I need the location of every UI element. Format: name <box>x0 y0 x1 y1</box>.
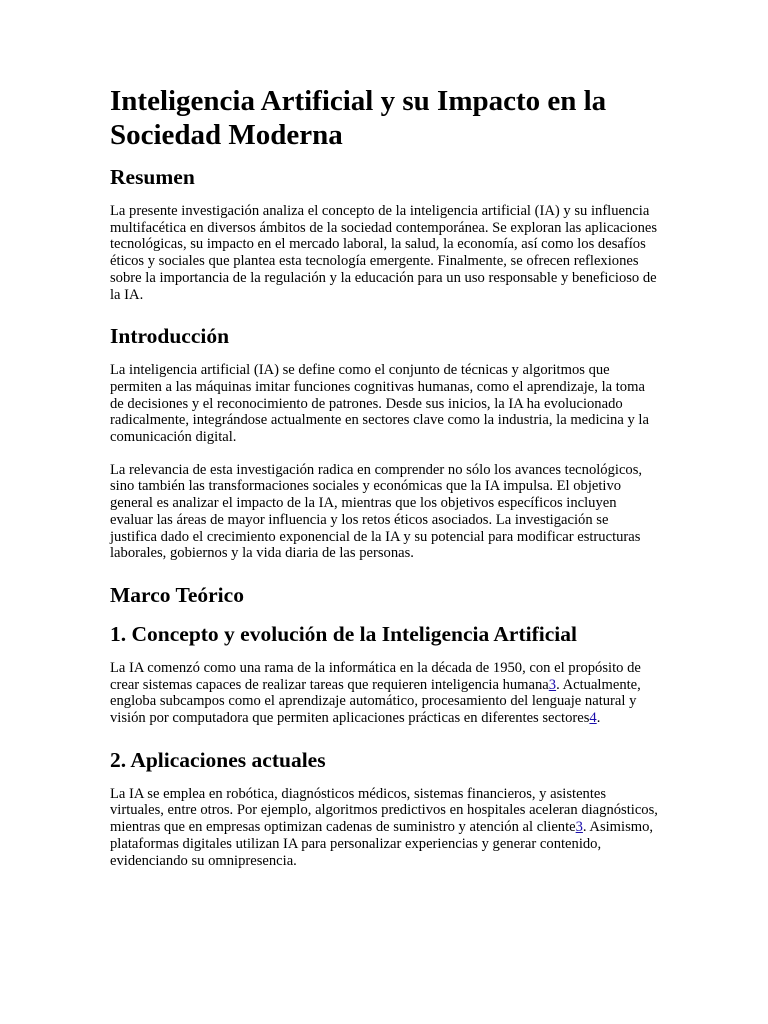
seccion-2-paragraph <box>110 786 658 870</box>
resumen-paragraph: La presente investigación analiza el concepto de la inteligencia artificial (IA) y su influencia multifacética en diversos ámbitos de la sociedad contemporánea. Se exploran las aplicaciones tecnológicas, su impacto en el mercado laboral, la salud, la economía, así como los desafíos éticos y sociales que plantea esta tecnología emergente. Finalmente, se ofrecen reflexiones sobre la importancia de la regulación y la educación para un uso responsable y beneficioso de la IA. <box>110 203 658 303</box>
marco-teorico-heading: Marco Teórico <box>110 582 244 607</box>
seccion-1-text-c: . <box>596 710 601 727</box>
document-title: Inteligencia Artificial y su Impacto en la Sociedad Moderna <box>110 85 607 151</box>
seccion-1-heading: 1. Concepto y evolución de la Inteligencia Artificial <box>110 621 577 646</box>
seccion-2-text-a: La IA se emplea en robótica, diagnósticos médicos, sistemas financieros, y asistentes virtuales, entre otros. Por ejemplo, algoritmos predictivos en hospitales aceleran diagnósticos, mientras que en empresas optimizan cadenas de suministro y atención al cliente <box>110 785 658 836</box>
footnote-link-3[interactable]: 3 <box>548 676 557 693</box>
introduccion-paragraph-2: La relevancia de esta investigación radica en comprender no sólo los avances tecnológicos, sino también las transformaciones sociales y económicas que la IA impulsa. El objetivo general es analizar el impacto de la IA, mientras que los objetivos específicos incluyen evaluar las áreas de mayor influencia y los retos éticos asociados. La investigación se justifica dado el crecimiento exponencial de la IA y su potencial para modificar estructuras laborales, gobiernos y la vida diaria de las personas. <box>110 461 643 562</box>
seccion-2-heading: 2. Aplicaciones actuales <box>110 747 326 772</box>
seccion-1-text-b: . Actualmente, engloba subcampos como el aprendizaje automático, procesamiento del lenguaje natural y visión por computadora que permiten aplicaciones prácticas en diferentes sectores <box>110 676 641 727</box>
seccion-1-text-a: La IA comenzó como una rama de la informática en la década de 1950, con el propósito de crear sistemas capaces de realizar tareas que requieren inteligencia humana <box>110 659 641 693</box>
seccion-1-paragraph <box>110 660 658 727</box>
document-page <box>110 84 658 885</box>
footnote-link-3[interactable]: 3 <box>575 819 583 836</box>
footnote-link-4[interactable]: 4 <box>589 710 597 727</box>
introduccion-heading: Introducción <box>110 324 230 349</box>
seccion-2-text-b: . Asimismo, plataformas digitales utilizan IA para personalizar experiencias y generar contenido, evidenciando su omnipresencia. <box>110 819 654 869</box>
introduccion-paragraph-1: La inteligencia artificial (IA) se define como el conjunto de técnicas y algoritmos que permiten a las máquinas imitar funciones cognitivas humanas, como el aprendizaje, la toma de decisiones y el reconocimiento de patrones. Desde sus inicios, la IA ha evolucionado radicalmente, integrándose actualmente en sectores clave como la industria, la medicina y la comunicación digital. <box>110 362 649 446</box>
resumen-heading: Resumen <box>110 165 195 189</box>
